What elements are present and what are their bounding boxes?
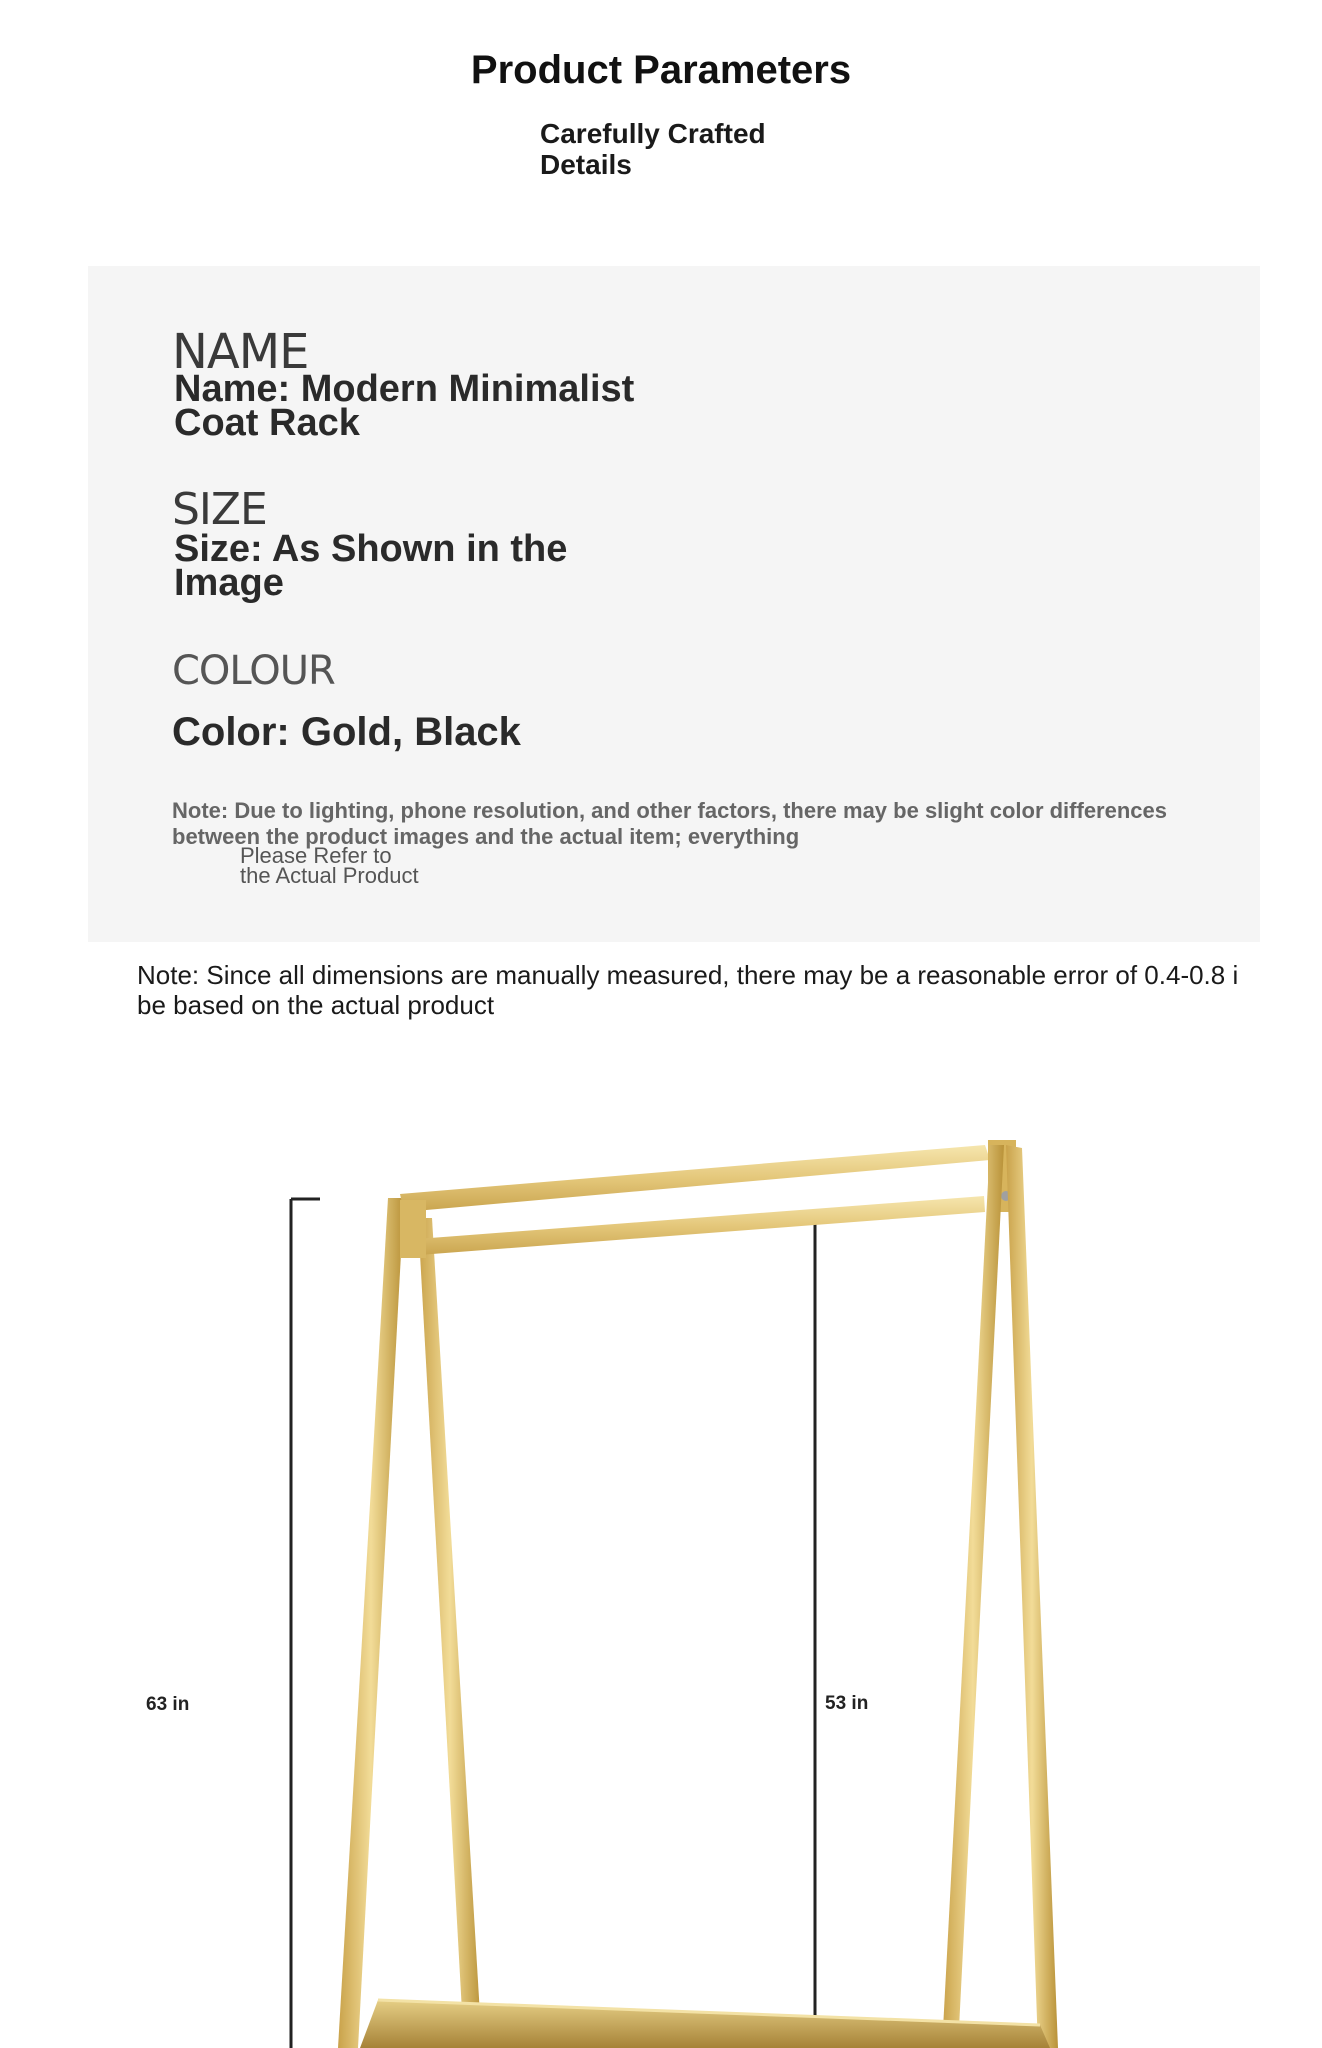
color-note-line-1: Note: Due to lighting, phone resolution, and other factors, there may be slight color differences — [172, 798, 1167, 823]
height-measure-line — [291, 1199, 320, 2048]
left-joint — [400, 1200, 426, 1258]
top-rail-upper — [400, 1145, 990, 1212]
product-color: Color: Gold, Black — [172, 710, 521, 754]
hanging-height-label: 53 in — [825, 1693, 869, 1714]
product-name-line-2: Coat Rack — [174, 402, 360, 444]
product-size-line-2: Image — [174, 562, 284, 604]
subtitle-line-1: Carefully Crafted — [540, 118, 766, 149]
top-rail-lower — [404, 1196, 985, 1256]
refer-note — [240, 843, 419, 888]
total-height-label: 63 in — [146, 1694, 190, 1715]
product-size-line-1: Size: As Shown in the — [174, 528, 568, 570]
measurement-note — [137, 960, 1322, 1020]
measurement-note-line-2: be based on the actual product — [137, 990, 495, 1020]
left-rear-leg — [418, 1218, 482, 2048]
size-caption: SIZE — [172, 484, 267, 535]
page-title: Product Parameters — [470, 48, 852, 92]
colour-caption: COLOUR — [172, 648, 335, 694]
product-name — [174, 368, 694, 444]
product-name-line-1: Name: Modern Minimalist — [174, 368, 635, 410]
measurement-note-line-1: Note: Since all dimensions are manually measured, there may be a reasonable error of 0.4-0.8 i — [137, 960, 1239, 990]
product-size — [174, 528, 694, 604]
subtitle-line-2: Details — [540, 149, 632, 180]
right-rear-leg — [1006, 1145, 1058, 2048]
refer-note-line-1: Please Refer to — [240, 843, 392, 868]
right-front-leg — [942, 1145, 1004, 2048]
left-front-leg — [338, 1198, 404, 2048]
color-note-line-2: between the product images and the actual item; everything — [172, 824, 800, 849]
refer-note-line-2: the Actual Product — [240, 863, 419, 888]
name-caption: NAME — [172, 324, 309, 380]
coat-rack-illustration — [0, 1100, 1322, 2048]
page-subtitle — [540, 118, 820, 180]
